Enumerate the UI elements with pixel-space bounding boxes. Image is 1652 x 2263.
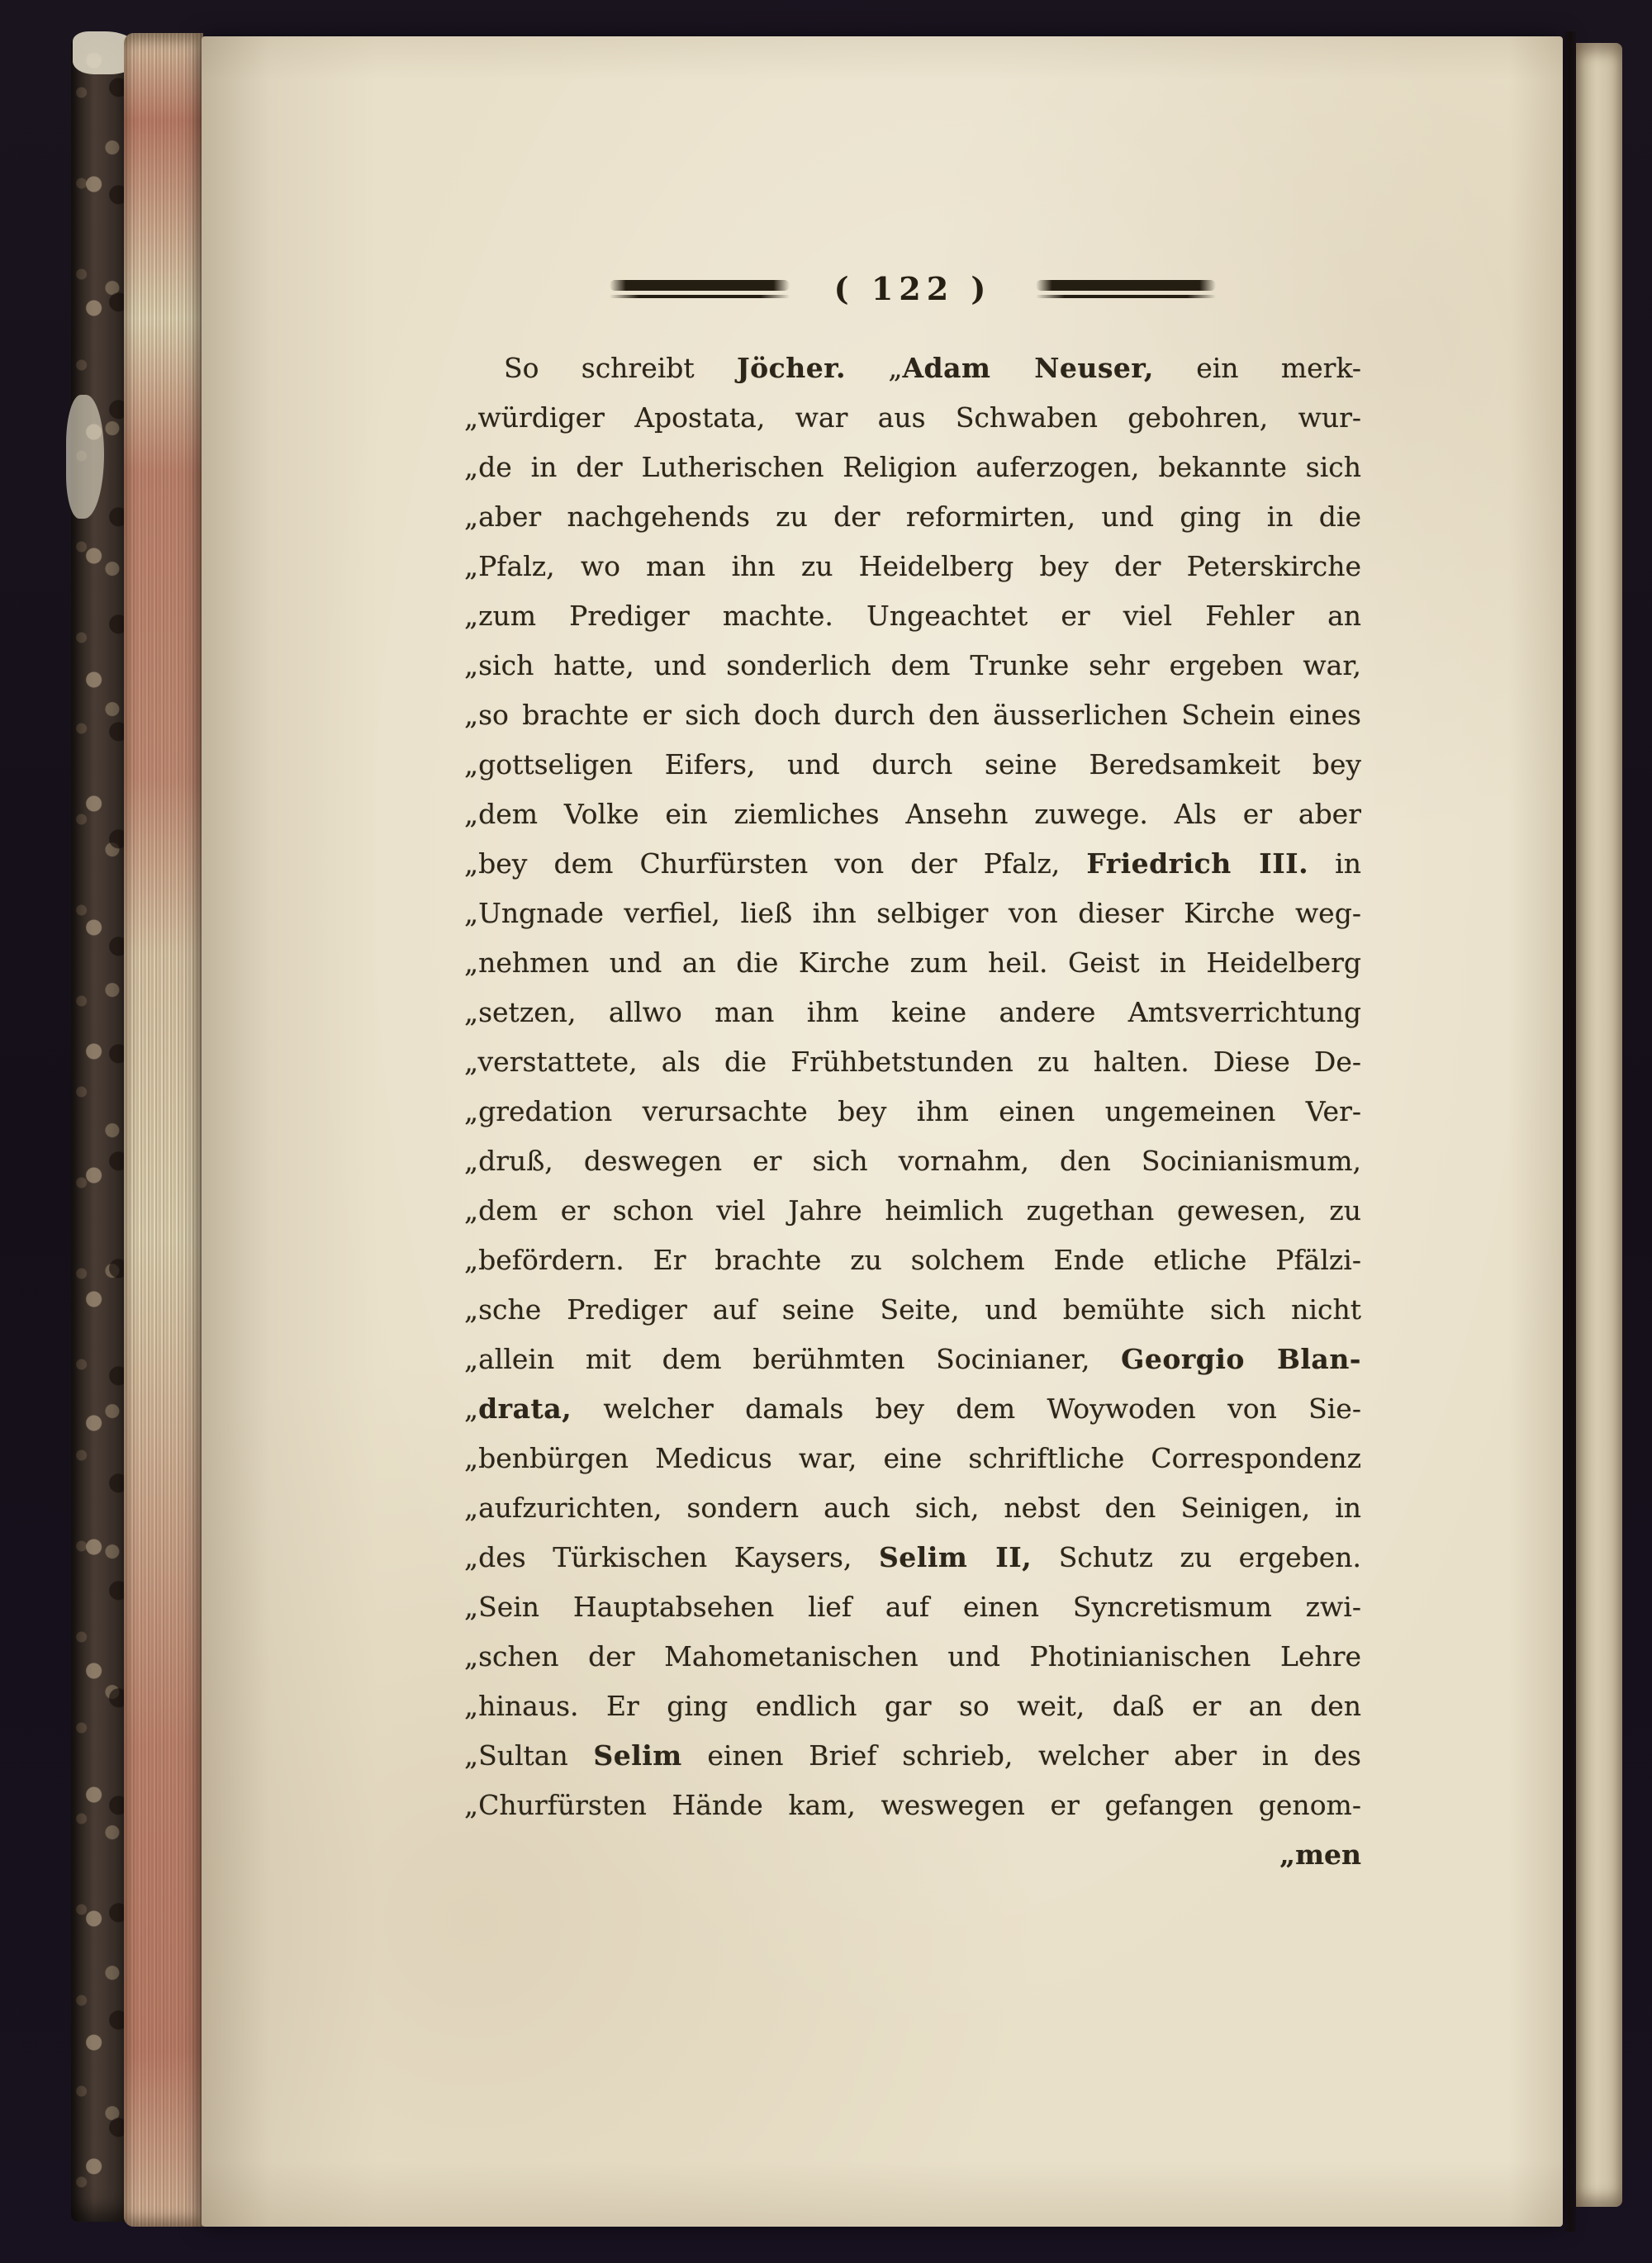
text-segment: „Ungnade verfiel, ließ ihn selbiger von dieser Kirche weg-: [464, 897, 1361, 929]
text-segment: „des Türkischen Kaysers,: [464, 1541, 879, 1573]
text-line: [464, 1087, 1361, 1136]
text-line: [464, 641, 1361, 690]
text-line: [464, 1037, 1361, 1087]
text-segment: „gredation verursachte bey ihm einen ungemeinen Ver-: [464, 1095, 1361, 1127]
text-line: [464, 443, 1361, 492]
text-line: [464, 591, 1361, 641]
text-segment: „bey dem Churfürsten von der Pfalz,: [464, 847, 1087, 880]
open-book: [71, 31, 1621, 2232]
emphasized-text: Georgio Blan-: [1121, 1343, 1361, 1375]
text-segment: „dem er schon viel Jahre heimlich zugethan gewesen, zu: [464, 1194, 1361, 1226]
text-line: [464, 1434, 1361, 1483]
text-segment: „verstattete, als die Frühbetstunden zu halten. Diese De-: [464, 1046, 1361, 1078]
text-segment: „nehmen und an die Kirche zum heil. Geist in Heidelberg: [464, 946, 1361, 979]
text-line: [464, 1731, 1361, 1781]
rule-bar: [610, 295, 790, 298]
emphasized-text: Selim: [593, 1739, 682, 1772]
emphasized-text: Jöcher.: [736, 352, 847, 384]
text-segment: „würdiger Apostata, war aus Schwaben gebohren, wur-: [464, 401, 1361, 434]
text-line: [464, 393, 1361, 443]
text-segment: „so brachte er sich doch durch den äusserlichen Schein eines: [464, 699, 1361, 731]
text-line: [464, 344, 1361, 393]
text-segment: „zum Prediger machte. Ungeachtet er viel Fehler an: [464, 600, 1361, 632]
body-text: [464, 344, 1361, 1830]
text-line: [464, 1632, 1361, 1682]
rule-bar: [1036, 295, 1216, 298]
page-header: [464, 270, 1361, 307]
text-segment: „schen der Mahometanischen und Photinianischen Lehre: [464, 1640, 1361, 1672]
text-segment: „sich hatte, und sonderlich dem Trunke sehr ergeben war,: [464, 649, 1361, 681]
text-segment: ein merk-: [1153, 352, 1361, 384]
emphasized-text: Friedrich III.: [1086, 847, 1309, 880]
text-segment: „de in der Lutherischen Religion auferzogen, bekannte sich: [464, 451, 1361, 483]
text-segment: „aber nachgehends zu der reformirten, und ging in die: [464, 501, 1361, 533]
text-line: [464, 1533, 1361, 1582]
text-line: [464, 1384, 1361, 1434]
text-segment: einen Brief schrieb, welcher aber in des: [681, 1739, 1361, 1772]
text-line: [464, 1582, 1361, 1632]
text-segment: „aufzurichten, sondern auch sich, nebst den Seinigen, in: [464, 1492, 1361, 1524]
text-line: [464, 1285, 1361, 1335]
text-segment: in: [1308, 847, 1361, 880]
text-line: [464, 542, 1361, 591]
next-page-edge: [1576, 43, 1622, 2207]
text-line: [464, 1483, 1361, 1533]
book-page: [202, 36, 1563, 2227]
text-line: [464, 1682, 1361, 1731]
book-spine-marbled-edge: [71, 38, 129, 2222]
text-line: [464, 938, 1361, 988]
text-segment: „Sein Hauptabsehen lief auf einen Syncretismum zwi-: [464, 1591, 1361, 1623]
text-line: [464, 1781, 1361, 1830]
text-line: [464, 492, 1361, 542]
text-segment: welcher damals bey dem Woywoden von Sie-: [572, 1392, 1361, 1425]
text-line: [464, 988, 1361, 1037]
text-segment: So schreibt: [504, 352, 737, 384]
text-segment: „Pfalz, wo man ihn zu Heidelberg bey der Peterskirche: [464, 550, 1361, 582]
stacked-page-edges: [124, 33, 203, 2227]
rule-bar: [610, 280, 790, 291]
catchword: „men: [1279, 1838, 1361, 1871]
text-segment: „Churfürsten Hände kam, weswegen er gefangen genom-: [464, 1789, 1361, 1821]
emphasized-text: Adam Neuser,: [902, 352, 1154, 384]
rule-bar: [1036, 280, 1216, 291]
text-line: [464, 889, 1361, 938]
text-segment: „Sultan: [464, 1739, 594, 1772]
text-line: [464, 1236, 1361, 1285]
text-line: [464, 740, 1361, 790]
text-line: [464, 1186, 1361, 1236]
text-line: [464, 790, 1361, 839]
text-segment: „gottseligen Eifers, und durch seine Beredsamkeit bey: [464, 748, 1361, 780]
decorative-rule-right-icon: [1036, 280, 1216, 298]
text-segment: „: [846, 352, 903, 384]
text-segment: „dem Volke ein ziemliches Ansehn zuwege. Als er aber: [464, 798, 1361, 830]
text-line: [464, 1335, 1361, 1384]
page-gutter-shadow: [1563, 31, 1576, 2232]
decorative-rule-left-icon: [610, 280, 790, 298]
text-segment: „druß, deswegen er sich vornahm, den Socinianismum,: [464, 1145, 1361, 1177]
text-segment: „befördern. Er brachte zu solchem Ende etliche Pfälzi-: [464, 1244, 1361, 1276]
emphasized-text: Selim II,: [878, 1541, 1032, 1573]
text-segment: „: [464, 1392, 479, 1425]
text-segment: „hinaus. Er ging endlich gar so weit, daß er an den: [464, 1690, 1361, 1722]
text-segment: „sche Prediger auf seine Seite, und bemühte sich nicht: [464, 1293, 1361, 1326]
text-segment: Schutz zu ergeben.: [1032, 1541, 1361, 1573]
text-line: [464, 1136, 1361, 1186]
text-segment: „setzen, allwo man ihm keine andere Amtsverrichtung: [464, 996, 1361, 1028]
text-line: [464, 839, 1361, 889]
emphasized-text: drata,: [478, 1392, 572, 1425]
page-number: ( 122 ): [833, 270, 992, 307]
text-segment: „benbürgen Medicus war, eine schriftliche Correspondenz: [464, 1442, 1361, 1474]
text-segment: „allein mit dem berühmten Socinianer,: [464, 1343, 1122, 1375]
text-line: [464, 690, 1361, 740]
